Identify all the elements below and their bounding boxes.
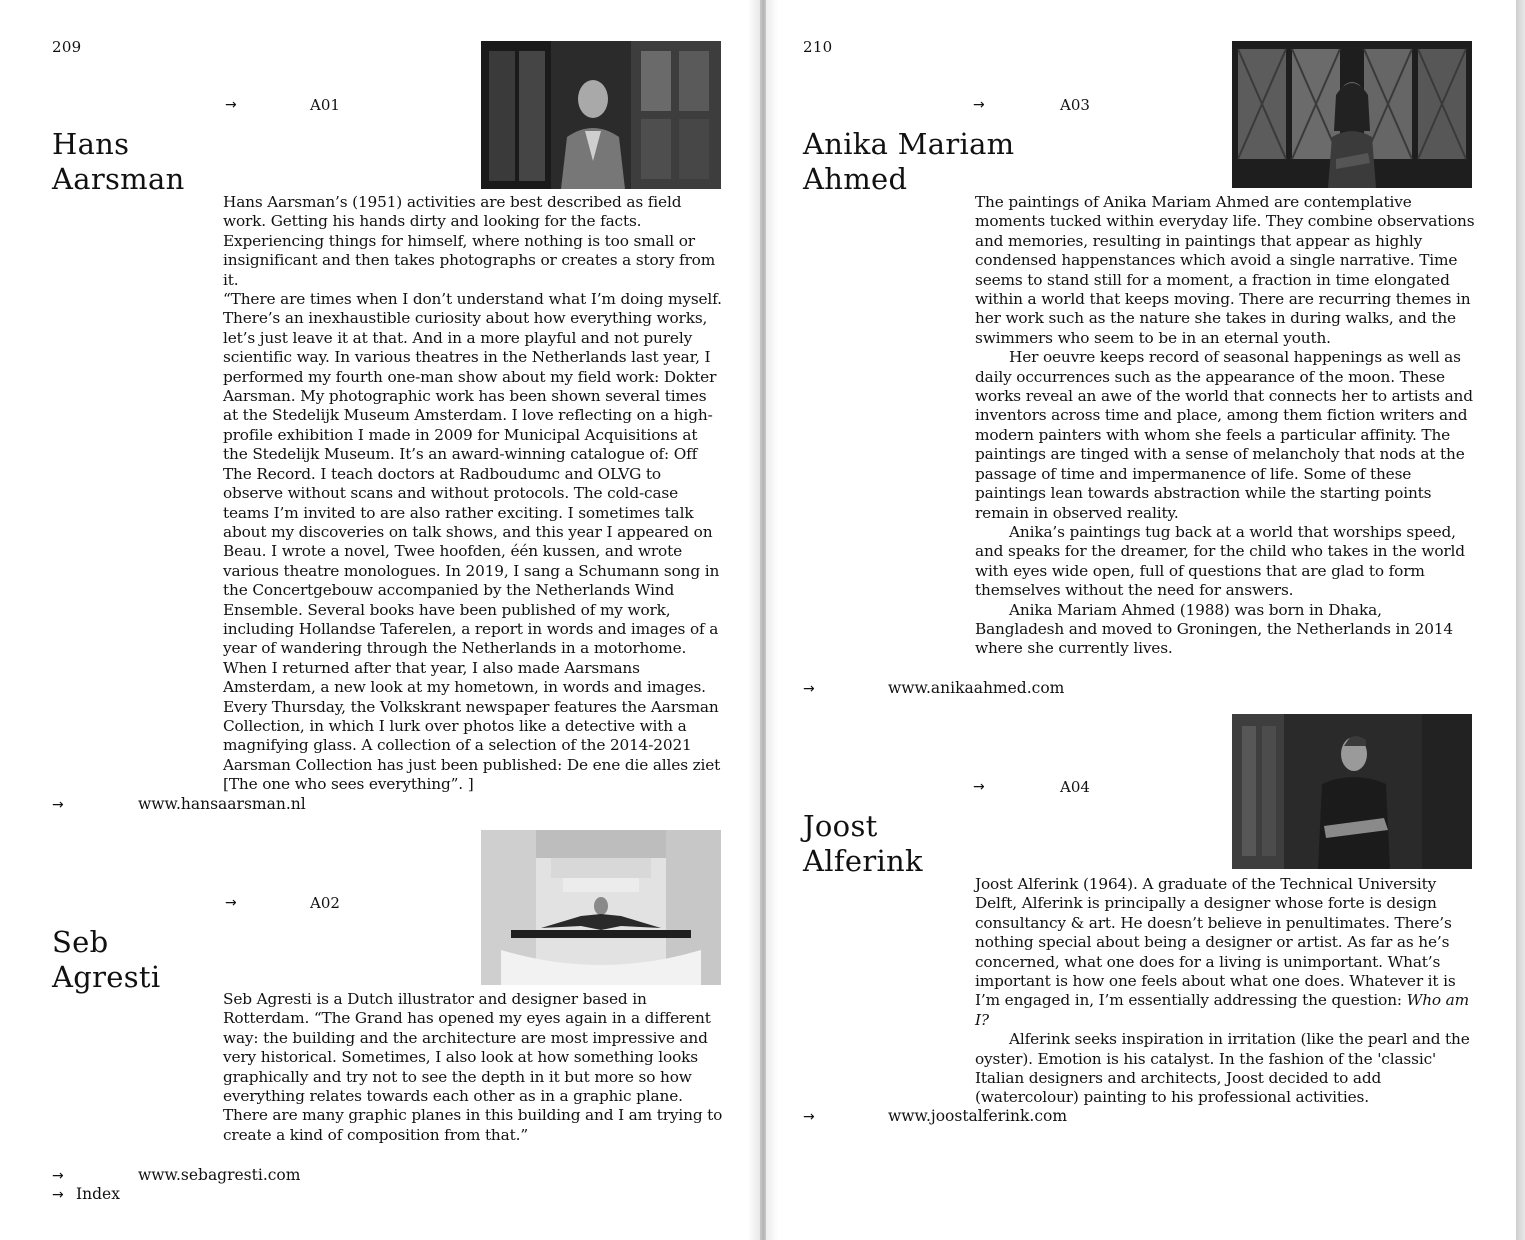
artist-code: A03 bbox=[1060, 96, 1090, 114]
portrait-photo-hans-aarsman bbox=[481, 41, 721, 189]
arrow-icon: → bbox=[803, 681, 815, 697]
bio-paragraph: “There are times when I don’t understand what I’m doing myself. There’s an inexhaustible curiosity about how everything works, let’s just leave it at that. And in a more playful and not purely scientific way. In various theatres in the Netherlands last year, I performed my fourth one-man show about my field work: Dokter Aarsman. My photographic work has been shown several times at the Stedelijk Museum Amsterdam. I love reflecting on a high-profile exhibition I made in 2009 for Municipal Acquisitions at the Stedelijk Museum. It’s an award-winning catalogue of: Off The Record. I teach doctors at Radboudumc and OLVG to observe without scans and without protocols. The cold-case teams I’m invited to are also rather exciting. I sometimes talk about my discoveries on talk shows, and this year I appeared on Beau. I wrote a novel, Twee hoofden, één kussen, and wrote various theatre monologues. In 2019, I sang a Schumann song in the Concertgebouw accompanied by the Netherlands Wind Ensemble. Several books have been published of my work, including Hollandse Taferelen, a report in words and images of a year of wandering through the Netherlands in a motorhome. When I returned after that year, I also made Aarsmans Amsterdam, a new look at my hometown, in words and images. Every Thursday, the Volkskrant newspaper features the Aarsman Collection, in which I lurk over photos like a detective with a magnifying glass. A collection of a selection of the 2014-2021 Aarsman Collection has just been published: De ene die alles ziet [The one who sees everything”. ] bbox=[223, 290, 722, 794]
website-link[interactable]: www.anikaahmed.com bbox=[888, 679, 1065, 697]
bio-text: Joost Alferink (1964). A graduate of the Technical University Delft, Alferink is principally a designer whose forte is design consultancy & art. He doesn’t believe in penultimates. There’s nothing special about being a designer or artist. As far as he’s concerned, what one does for a living is unimportant. What’s important is how one feels about what one does. Whatever it is I’m engaged in, I’m essentially addressing the question: bbox=[975, 875, 1456, 1010]
bio-paragraph: Anika’s paintings tug back at a world that worships speed, and speaks for the dreamer, for the child who takes in the world with eyes wide open, full of questions that are glad to form themselves without the need for answers. bbox=[975, 522, 1465, 600]
bio-italic-question: Who am I? bbox=[975, 991, 1470, 1029]
website-link[interactable]: www.sebagresti.com bbox=[138, 1166, 301, 1184]
arrow-icon: → bbox=[973, 97, 985, 113]
artist-code: A01 bbox=[310, 96, 340, 114]
bio-paragraph: Hans Aarsman’s (1951) activities are best described as field work. Getting his hands dirty and looking for the facts. Experiencing things for himself, where nothing is too small or insignificant and then takes photographs or creates a story from it. bbox=[223, 193, 716, 289]
artist-bio bbox=[223, 193, 723, 795]
portrait-photo-joost-alferink bbox=[1232, 714, 1472, 869]
artist-name-line2: Aarsman bbox=[52, 162, 185, 196]
right-page bbox=[766, 0, 1516, 1240]
bio-paragraph: Seb Agresti is a Dutch illustrator and designer based in Rotterdam. “The Grand has opened my eyes again in a different way: the building and the architecture are most impressive and very historical. Sometimes, I also look at how something looks graphically and try not to see the depth in it but more so how everything relates towards each other as in a graphic plane. There are many graphic planes in this building and I am trying to create a kind of composition from that.” bbox=[223, 990, 723, 1144]
left-page bbox=[0, 0, 760, 1240]
website-link[interactable]: www.joostalferink.com bbox=[888, 1107, 1068, 1125]
page-number: 209 bbox=[52, 38, 82, 56]
artist-name bbox=[52, 925, 160, 995]
arrow-icon: → bbox=[52, 1168, 64, 1184]
portrait-photo-seb-agresti bbox=[481, 830, 721, 985]
artist-bio bbox=[975, 193, 1475, 659]
bio-paragraph: The paintings of Anika Mariam Ahmed are contemplative moments tucked within everyday life. They combine observations and memories, resulting in paintings that appear as highly condensed happenstances which avoid a single narrative. Time seems to stand still for a moment, a fraction in time elongated within a world that keeps moving. There are recurring themes in her work such as the nature she takes in during walks, and the swimmers who seem to be in an eternal youth. bbox=[975, 193, 1475, 347]
bio-paragraph bbox=[975, 875, 1475, 1030]
artist-name-line1: Joost bbox=[803, 809, 878, 843]
website-link[interactable]: www.hansaarsman.nl bbox=[138, 795, 306, 813]
arrow-icon: → bbox=[973, 779, 985, 795]
artist-name-line2: Alferink bbox=[803, 844, 923, 878]
page-edge bbox=[1516, 0, 1525, 1240]
artist-name-line2: Ahmed bbox=[803, 162, 908, 196]
artist-bio bbox=[975, 875, 1475, 1108]
artist-name bbox=[803, 127, 1015, 197]
bio-paragraph: Her oeuvre keeps record of seasonal happenings as well as daily occurrences such as the appearance of the moon. These works reveal an awe of the world that connects her to artists and inventors across time and place, among them fiction writers and modern painters with whom she feels a particular affinity. The paintings are tinged with a sense of melancholy that nods at the passage of time and impermanence of life. Some of these paintings lean towards abstraction while the starting points remain in observed reality. bbox=[975, 348, 1473, 522]
artist-name-line1: Anika Mariam bbox=[803, 127, 1015, 161]
bio-paragraph: Anika Mariam Ahmed (1988) was born in Dhaka, Bangladesh and moved to Groningen, the Netherlands in 2014 where she currently lives. bbox=[975, 600, 1454, 658]
arrow-icon: → bbox=[225, 895, 237, 911]
artist-name bbox=[803, 809, 923, 879]
artist-code: A04 bbox=[1060, 778, 1090, 796]
artist-name bbox=[52, 127, 185, 197]
page-number: 210 bbox=[803, 38, 833, 56]
artist-name-line2: Agresti bbox=[52, 960, 161, 994]
portrait-photo-anika-mariam-ahmed bbox=[1232, 41, 1472, 188]
index-link[interactable]: Index bbox=[76, 1185, 120, 1203]
artist-bio bbox=[223, 990, 723, 1145]
arrow-icon: → bbox=[803, 1109, 815, 1125]
arrow-icon: → bbox=[225, 97, 237, 113]
arrow-icon: → bbox=[52, 1187, 64, 1203]
artist-name-line1: Seb bbox=[52, 925, 109, 959]
artist-code: A02 bbox=[310, 894, 340, 912]
artist-name-line1: Hans bbox=[52, 127, 130, 161]
bio-paragraph: Alferink seeks inspiration in irritation (like the pearl and the oyster). Emotion is his catalyst. In the fashion of the 'classic' Italian designers and architects, Joost decided to add (watercolour) painting to his professional activities. bbox=[975, 1030, 1470, 1107]
arrow-icon: → bbox=[52, 797, 64, 813]
